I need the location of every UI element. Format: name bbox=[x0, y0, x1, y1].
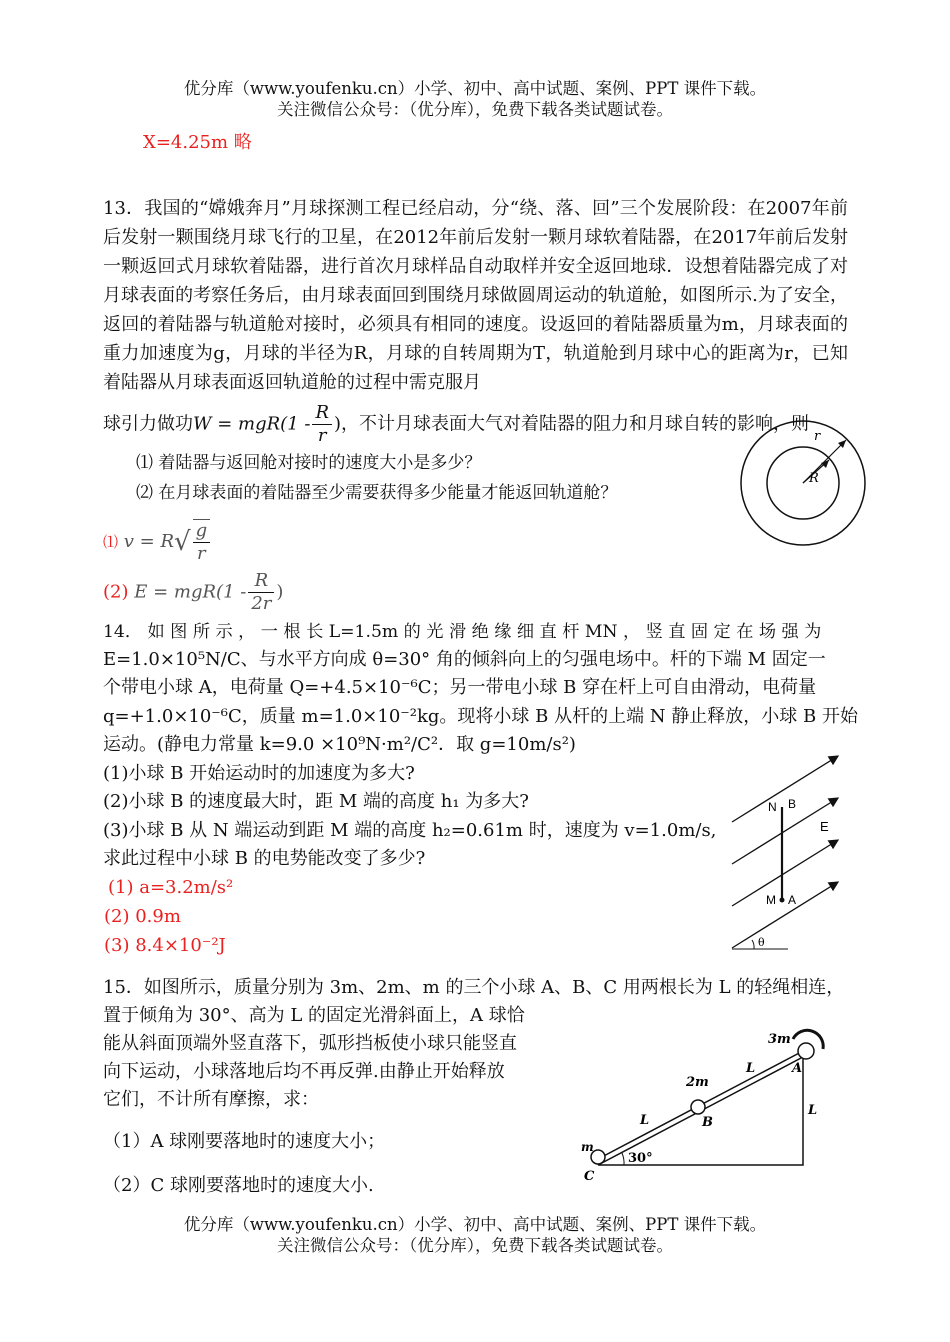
q14-fig-theta: θ bbox=[758, 936, 765, 949]
q13-ans1-num: g bbox=[193, 520, 211, 543]
q15-line5: 它们，不计所有摩擦，求： bbox=[103, 1089, 319, 1110]
ball-A bbox=[798, 1043, 814, 1059]
q15-incline-figure bbox=[578, 1020, 838, 1185]
q15-sub1: （1）A 球刚要落地时的速度大小； bbox=[103, 1131, 386, 1152]
q15-fig-L3: L bbox=[808, 1103, 818, 1118]
q13-fig-R: R bbox=[809, 471, 819, 486]
q13-ans2-num: R bbox=[248, 570, 274, 593]
q13-text: 13．我国的“嫦娥奔月”月球探测工程已经启动，分“绕、落、回”三个发展阶段：在2007年前后发射一颗围绕月球飞行的卫星，在2012年前后发射一颗月球软着陆器，在2017年前后发射一颗返回式月球软着陆器，进行首次月球样品自动取样并安全返回地球．设想着陆器完成了对月球表面的考察任务后，由月球表面回到围绕月球做圆周运动的轨道舱，如图所示.为了安全，返回的着陆器与轨道舱对接时，必须具有相同的速度。设返回的着陆器质量为m，月球表面的重力加速度为g，月球的半径为R，月球的自转周期为T，轨道舱到月球中心的距离为r，已知着陆器从月球表面返回轨道舱的过程中需克服月 bbox=[103, 198, 848, 393]
q15-fig-L1: L bbox=[746, 1061, 756, 1076]
q13-ans2-close: ) bbox=[276, 581, 284, 603]
header-line-2: 关注微信公众号：（优分库），免费下载各类试题试卷。 bbox=[277, 100, 673, 119]
q13-sub2: ⑵ 在月球表面的着陆器至少需要获得多少能量才能返回轨道舱？ bbox=[136, 483, 618, 503]
q14-field-figure bbox=[728, 752, 853, 957]
q14-sub2: (2)小球 B 的速度最大时，距 M 端的高度 h₁ 为多大? bbox=[103, 791, 529, 812]
q14-line2: E=1.0×10⁵N/C、与水平方向成 θ=30° 角的倾斜向上的匀强电场中。杆的下端 M 固定一 bbox=[103, 649, 826, 670]
q14-line4: q=+1.0×10⁻⁶C，质量 m=1.0×10⁻²kg。现将小球 B 从杆的上端 N 静止释放，小球 B 开始 bbox=[103, 706, 858, 727]
q13-work-suffix: ，不计月球表面大气对着陆器的阻力和月球自转的影响，则 bbox=[341, 413, 810, 435]
q15-fig-B: B bbox=[702, 1115, 713, 1130]
q13-ans2-formula: E = mgR(1 - bbox=[134, 581, 247, 603]
q14-answer-3: (3) 8.4×10⁻²J bbox=[104, 935, 226, 956]
q15-sub2: （2）C 球刚要落地时的速度大小. bbox=[103, 1175, 374, 1196]
field-line-3 bbox=[732, 840, 838, 906]
angle-arc bbox=[752, 940, 754, 949]
q13-orbit-figure bbox=[738, 418, 868, 548]
q13-work-den: r bbox=[317, 425, 327, 446]
previous-answer: X=4.25m 略 bbox=[143, 132, 252, 153]
q13-fig-r: r bbox=[814, 429, 821, 444]
q13-work-close: ) bbox=[334, 413, 342, 435]
q13-ans1-label: ⑴ bbox=[103, 533, 119, 551]
q13-ans2-label: (2) bbox=[103, 581, 129, 603]
q13-ans1-fraction bbox=[193, 519, 211, 565]
q14-answer-1: (1) a=3.2m/s² bbox=[108, 877, 234, 898]
q14-fig-E: E bbox=[820, 819, 829, 834]
header-line-1: 优分库（www.youfenku.cn）小学、初中、高中试题、案例、PPT 课件下载。 bbox=[183, 79, 767, 98]
q13-answer-2 bbox=[103, 570, 283, 615]
q15-fig-angle: 30° bbox=[628, 1151, 653, 1166]
footer-line-1: 优分库（www.youfenku.cn）小学、初中、高中试题、案例、PPT 课件下载。 bbox=[183, 1215, 767, 1234]
q14-sub1: (1)小球 B 开始运动时的加速度为多大? bbox=[103, 763, 415, 784]
q13-answer-1 bbox=[103, 519, 212, 565]
q14-sub4: 求此过程中小球 B 的电势能改变了多少? bbox=[103, 848, 426, 869]
field-line-4 bbox=[732, 882, 838, 948]
q13-sub1: ⑴ 着陆器与返回舱对接时的速度大小是多少？ bbox=[136, 453, 482, 473]
angle-arc bbox=[622, 1153, 624, 1165]
q14-fig-M: M bbox=[766, 893, 776, 907]
q14-line3: 个带电小球 A，电荷量 Q=+4.5×10⁻⁶C；另一带电小球 B 穿在杆上可自由滑动，电荷量 bbox=[103, 677, 817, 698]
q13-work-fraction bbox=[312, 402, 332, 447]
field-line-1 bbox=[732, 756, 838, 822]
q15-line4: 向下运动，小球落地后均不再反弹.由静止开始释放 bbox=[103, 1061, 505, 1082]
q14-line1: 14． 如 图 所 示 ， 一 根 长 L=1.5m 的 光 滑 绝 缘 细 直 杆 MN ， 竖 直 固 定 在 场 强 为 bbox=[103, 622, 822, 642]
ball-A bbox=[780, 898, 785, 903]
q14-line5: 运动。(静电力常量 k=9.0 ×10⁹N·m²/C²．取 g=10m/s²) bbox=[103, 734, 576, 755]
footer-line-2: 关注微信公众号：（优分库），免费下载各类试题试卷。 bbox=[277, 1236, 673, 1255]
q13-work-prefix: 球引力做功 bbox=[103, 413, 193, 435]
q14-fig-A: A bbox=[788, 893, 797, 907]
q13-work-formula: W = mgR(1 - bbox=[193, 413, 311, 435]
sqrt-icon: √ bbox=[174, 527, 191, 557]
q13-work-num: R bbox=[312, 402, 332, 425]
q15-fig-m: m bbox=[581, 1140, 594, 1154]
ball-B bbox=[691, 1100, 705, 1114]
q15-fig-C: C bbox=[584, 1169, 595, 1184]
q14-fig-B: B bbox=[788, 797, 797, 811]
q15-fig-A: A bbox=[792, 1061, 803, 1076]
q13-ans2-den: 2r bbox=[251, 593, 272, 614]
q13-ans2-fraction bbox=[248, 570, 274, 615]
q15-fig-L2: L bbox=[640, 1113, 650, 1128]
q14-answer-2: (2) 0.9m bbox=[104, 906, 181, 927]
q13-ans1-den: r bbox=[197, 543, 206, 564]
q15-fig-3m: 3m bbox=[768, 1032, 791, 1047]
q15-line3: 能从斜面顶端外竖直落下，弧形挡板使小球只能竖直 bbox=[103, 1033, 517, 1054]
q13-work-line bbox=[103, 402, 809, 447]
q15-fig-2m: 2m bbox=[686, 1075, 709, 1090]
q15-line2: 置于倾角为 30°、高为 L 的固定光滑斜面上，A 球恰 bbox=[103, 1005, 525, 1026]
q13-ans1-formula: v = R bbox=[123, 531, 174, 552]
q14-sub3: (3)小球 B 从 N 端运动到距 M 端的高度 h₂=0.61m 时，速度为 v=1.0m/s, bbox=[103, 820, 717, 841]
q14-fig-N: N bbox=[768, 800, 777, 814]
q15-line1: 15．如图所示，质量分别为 3m、2m、m 的三个小球 A、B、C 用两根长为 L 的轻绳相连， bbox=[103, 977, 845, 998]
